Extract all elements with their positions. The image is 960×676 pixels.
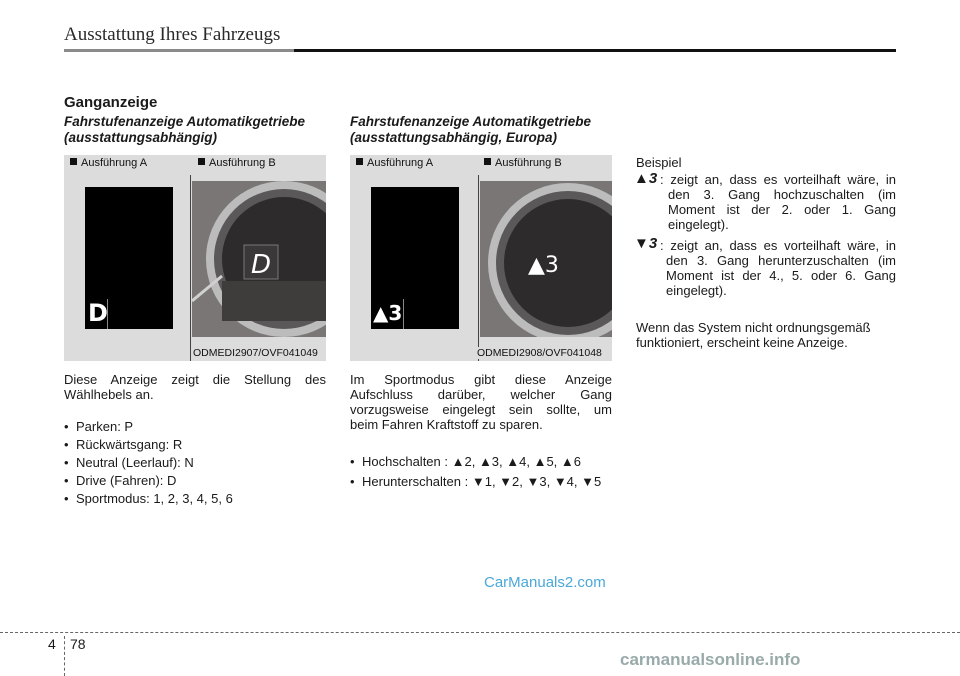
display-gear-b: D	[251, 250, 272, 280]
upshift-line: den 3. Gang hochzuschalten (im	[668, 187, 896, 202]
figure-label-b: Ausführung B	[484, 157, 562, 169]
malfunction-note	[636, 320, 898, 350]
figure-divider	[190, 175, 191, 361]
display-gear-a: D	[88, 299, 108, 327]
list-item: • Sportmodus: 1, 2, 3, 4, 5, 6	[64, 490, 326, 508]
downshift-symbol: ▼3	[634, 235, 658, 252]
col2-subtitle	[350, 114, 591, 146]
figure-gear-indicator	[64, 155, 326, 361]
upshift-symbol: ▲3	[634, 170, 658, 187]
figure-shift-indicator	[350, 155, 612, 361]
display-shift-a: ▲3	[373, 301, 403, 325]
list-item: • Rückwärtsgang: R	[64, 436, 326, 454]
downshift-line: den 3. Gang herunterzuschalten (im	[666, 253, 896, 268]
shift-list	[350, 452, 612, 492]
figure-label-a: Ausführung A	[356, 157, 433, 169]
gear-list	[64, 418, 326, 508]
upshift-values: ▲2, ▲3, ▲4, ▲5, ▲6	[451, 454, 582, 469]
display-panel-a	[371, 187, 459, 329]
footer-brand-watermark: carmanualsonline.info	[620, 650, 801, 669]
page-number: 78	[70, 636, 86, 652]
col1-subtitle-line1: Fahrstufenanzeige Automatikgetriebe	[64, 114, 306, 129]
col2-description-line: Im Sportmodus gibt diese Anzeige	[350, 372, 612, 387]
note-line: Wenn das System nicht ordnungsgemäß	[636, 320, 871, 335]
col1-subtitle-line2: (ausstattungsabhängig)	[64, 130, 218, 145]
upshift-explanation	[660, 172, 896, 232]
col2-description-line: Aufschluss darüber, welcher Gang	[350, 387, 612, 402]
list-item-upshift	[350, 452, 612, 472]
downshift-label: Herunterschalten :	[362, 474, 469, 489]
col2-description-line: beim Fahren Kraftstoff zu sparen.	[350, 417, 543, 432]
figure-label-b: Ausführung B	[198, 157, 276, 169]
figure-label-a: Ausführung A	[70, 157, 147, 169]
example-heading: Beispiel	[636, 155, 682, 170]
footer-divider	[64, 636, 65, 676]
display-panel-a	[85, 187, 173, 329]
figure-code: ODMEDI2907/OVF041049	[193, 347, 318, 359]
downshift-values: ▼1, ▼2, ▼3, ▼4, ▼5	[471, 474, 602, 489]
col1-description-line2: Wählhebels an.	[64, 387, 154, 402]
downshift-explanation	[660, 238, 896, 298]
note-line: funktioniert, erscheint keine Anzeige.	[636, 335, 848, 350]
display-shift-b: ▲3	[528, 253, 559, 278]
col2-subtitle-line2: (ausstattungsabhängig, Europa)	[350, 130, 558, 145]
header-rule-accent	[64, 49, 294, 52]
section-title: Ganganzeige	[64, 94, 158, 111]
upshift-label: Hochschalten :	[362, 454, 448, 469]
col1-description	[64, 372, 326, 402]
col1-description-line1: Diese Anzeige zeigt die Stellung des	[64, 372, 326, 387]
downshift-line: eingelegt).	[666, 283, 727, 298]
list-item: • Parken: P	[64, 418, 326, 436]
list-item-downshift	[350, 472, 612, 492]
col2-subtitle-line1: Fahrstufenanzeige Automatikgetriebe	[350, 114, 592, 129]
col2-description	[350, 372, 612, 432]
header-rule	[294, 49, 896, 52]
watermark-link[interactable]: CarManuals2.com	[484, 574, 606, 591]
figure-divider	[478, 175, 479, 361]
page-header-title: Ausstattung Ihres Fahrzeugs	[64, 24, 281, 45]
upshift-line: : zeigt an, dass es vorteilhaft wäre, in	[660, 172, 896, 187]
page-section-number: 4	[48, 636, 56, 652]
list-item: • Neutral (Leerlauf): N	[64, 454, 326, 472]
col1-subtitle	[64, 114, 305, 146]
col2-description-line: vorzugsweise eingelegt sein sollte, um	[350, 402, 612, 417]
footer-rule	[0, 632, 960, 633]
display-divider	[403, 299, 404, 329]
list-item: • Drive (Fahren): D	[64, 472, 326, 490]
downshift-line: Moment ist der 4., 5. oder 6. Gang	[666, 268, 896, 283]
upshift-line: eingelegt).	[668, 217, 729, 232]
downshift-line: : zeigt an, dass es vorteilhaft wäre, in	[660, 238, 896, 253]
upshift-line: Moment ist der 2. oder 1. Gang	[668, 202, 896, 217]
figure-code: ODMEDI2908/OVF041048	[477, 347, 602, 359]
